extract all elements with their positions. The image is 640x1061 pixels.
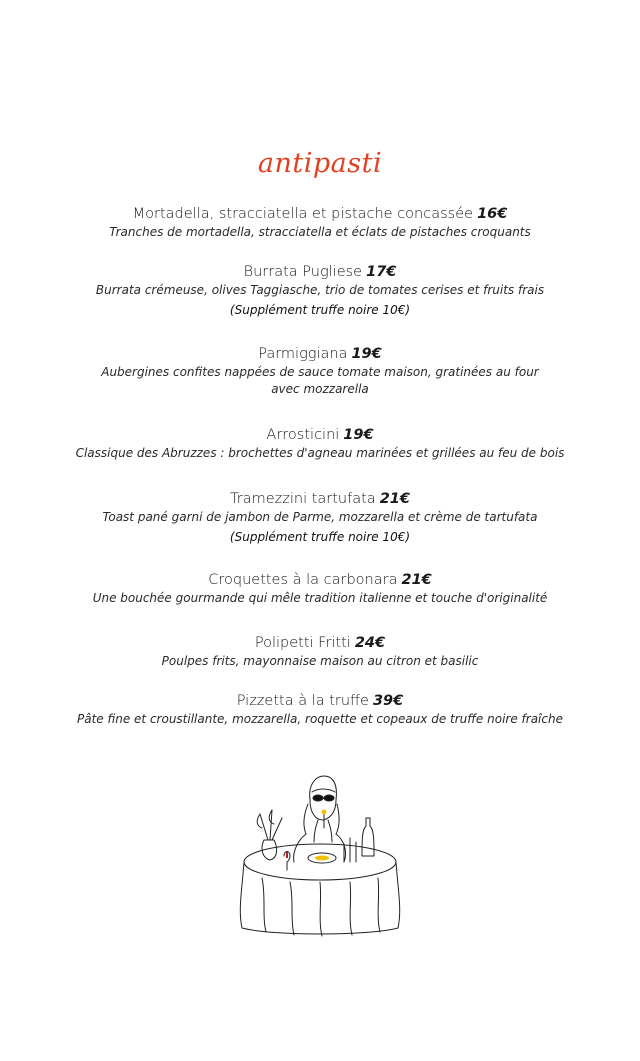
menu-item xyxy=(20,633,620,670)
item-price: 16€ xyxy=(477,206,508,222)
menu-item xyxy=(20,691,620,728)
item-name: Pizzetta à la truffe xyxy=(236,693,369,709)
menu-item xyxy=(20,262,620,320)
item-price: 39€ xyxy=(372,693,404,709)
item-name: Arrosticini xyxy=(266,427,340,443)
item-price: 19€ xyxy=(351,346,382,362)
item-heading xyxy=(20,344,620,364)
menu-item xyxy=(20,204,620,241)
menu-item xyxy=(20,344,620,398)
item-heading xyxy=(20,691,620,711)
item-description: Une bouchée gourmande qui mêle tradition italienne et touche d'originalité xyxy=(92,591,548,605)
menu-item xyxy=(20,425,620,462)
item-description: Classique des Abruzzes : brochettes d'agneau marinées et grillées au feu de bois xyxy=(75,446,565,460)
item-heading xyxy=(20,489,620,509)
item-price: 19€ xyxy=(343,427,374,443)
item-heading xyxy=(20,633,620,653)
item-price: 17€ xyxy=(366,264,397,280)
item-heading xyxy=(20,204,620,224)
item-description: Aubergines confites nappées de sauce tomate maison, gratinées au four avec mozzarella xyxy=(101,365,539,396)
menu-item xyxy=(20,570,620,607)
item-price: 21€ xyxy=(379,491,410,507)
item-description: Toast pané garni de jambon de Parme, mozzarella et crème de tartufata xyxy=(102,510,538,524)
section-title: antipasti xyxy=(257,148,383,179)
item-supplement: (Supplément truffe noire 10€) xyxy=(229,303,411,317)
item-name: Tramezzini tartufata xyxy=(230,491,376,507)
item-description: Pâte fine et croustillante, mozzarella, roquette et copeaux de truffe noire fraîche xyxy=(77,712,563,726)
item-description: Tranches de mortadella, stracciatella et éclats de pistaches croquants xyxy=(109,225,531,239)
item-description: Burrata crémeuse, olives Taggiasche, trio de tomates cerises et fruits frais xyxy=(95,283,545,297)
item-supplement: (Supplément truffe noire 10€) xyxy=(229,530,411,544)
item-name: Mortadella, stracciatella et pistache concassée xyxy=(132,206,474,222)
menu-item xyxy=(20,489,620,547)
item-name: Parmiggiana xyxy=(258,346,348,362)
woman-dining-illustration-icon xyxy=(232,770,408,940)
item-price: 24€ xyxy=(354,635,386,651)
item-heading xyxy=(20,570,620,590)
item-name: Burrata Pugliese xyxy=(243,264,363,280)
item-heading xyxy=(20,262,620,282)
item-price: 21€ xyxy=(401,572,432,588)
item-description: Poulpes frits, mayonnaise maison au citron et basilic xyxy=(161,654,479,668)
item-name: Polipetti Fritti xyxy=(254,635,351,651)
item-name: Croquettes à la carbonara xyxy=(208,572,398,588)
item-heading xyxy=(20,425,620,445)
